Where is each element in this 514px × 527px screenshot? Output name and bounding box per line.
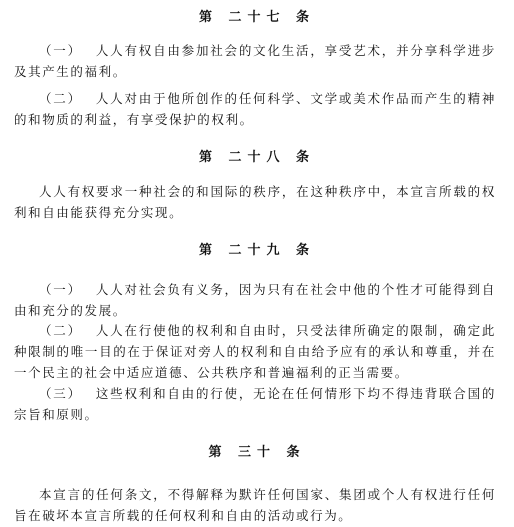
article-29-paragraph-2 — [14, 320, 496, 383]
paragraph-text: 这些权利和自由的行使，无论在任何情形下均不得违背联合国的宗旨和原则。 — [14, 386, 496, 422]
paragraph-number: （一） — [39, 43, 82, 58]
article-27-paragraph-2 — [14, 88, 496, 130]
article-30-heading: 第 三十 条 — [208, 445, 306, 460]
article-29-paragraph-1 — [14, 279, 496, 321]
paragraph-text: 人人有权自由参加社会的文化生活，享受艺术，并分享科学进步及其产生的福利。 — [14, 43, 496, 79]
article-27-heading: 第 二十七 条 — [198, 10, 316, 25]
paragraph-text: 人人对社会负有义务，因为只有在社会中他的个性才可能得到自由和充分的发展。 — [14, 282, 496, 318]
paragraph-text: 人人对由于他所创作的任何科学、文学或美术作品而产生的精神的和物质的利益，有享受保护的权利。 — [14, 91, 496, 127]
paragraph-number: （一） — [39, 282, 82, 297]
article-29-paragraph-3 — [14, 383, 496, 425]
article-30-paragraph-1 — [14, 484, 496, 526]
paragraph-text: 本宣言的任何条文，不得解释为默许任何国家、集团或个人有权进行任何旨在破坏本宣言所载的任何权利和自由的活动或行为。 — [14, 487, 496, 523]
paragraph-number: （二） — [39, 323, 82, 338]
paragraph-text: 人人在行使他的权利和自由时，只受法律所确定的限制，确定此种限制的唯一目的在于保证对旁人的权利和自由给予应有的承认和尊重，并在一个民主的社会中适应道德、公共秩序和普遍福利的正当需要。 — [14, 323, 496, 380]
paragraph-text: 人人有权要求一种社会的和国际的秩序，在这种秩序中，本宣言所载的权利和自由能获得充分实现。 — [14, 184, 496, 220]
article-29-heading: 第 二十九 条 — [198, 243, 316, 258]
article-28-paragraph-1 — [14, 181, 496, 223]
article-27-paragraph-1 — [14, 40, 496, 82]
paragraph-number: （二） — [39, 91, 82, 106]
paragraph-number: （三） — [39, 386, 82, 401]
article-28-heading: 第 二十八 条 — [198, 150, 316, 165]
